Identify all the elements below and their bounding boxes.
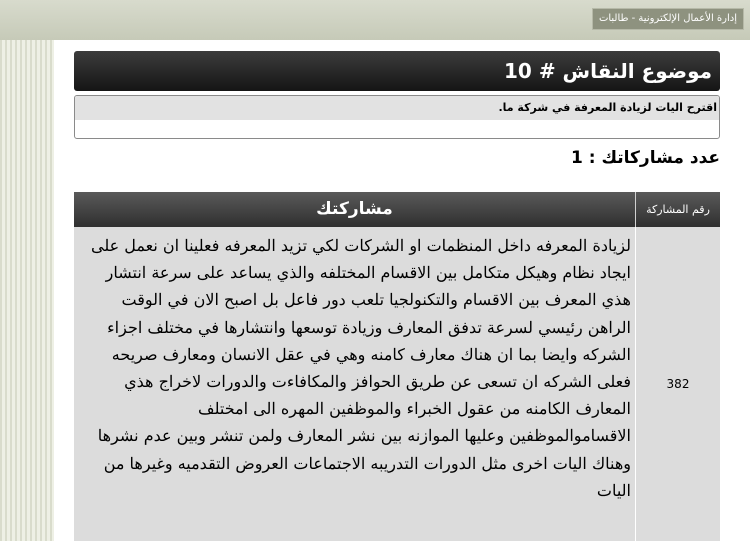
left-stripe-decoration (0, 40, 54, 541)
topic-title: موضوع النقاش # 10 (504, 59, 712, 83)
post-text-cell: لزيادة المعرفه داخل المنظمات او الشركات لكي تزيد المعرفه فعلينا ان نعمل على ايجاد نظام وهيكل متكامل بين الاقسام المختلفه والذي يساعد على سرعة انتشار هذي المعرف بين الاقسام والتكنولجيا تلعب دور فاعل بل اصبح الان في الوقت الراهن رئيسي لسرعة تدفق المعارف وزيادة توسعها وانتشارها في مختلف اجزاء الشركه وايضا بما ان هناك معارف كامنه وهي في عقل الانسان ومعارف صريحه فعلى الشركه ان تسعى عن طريق الحوافز والمكافاءت والدورات لاخراج هذي المعارف الكامنه من عقول الخبراء والموظفين المهره الى امختلف الاقساموالموظفين وعليها الموازنه بين نشر المعارف ولمن تنشر وبين عدم نشرها وهناك اليات اخرى مثل الدورات التدريبه الاجتماعات العروض التقدميه وغيرها من اليات (91, 236, 631, 500)
topic-header (74, 51, 720, 91)
course-title[interactable]: إدارة الأعمال الإلكترونية - طالبات (592, 8, 744, 30)
table-row (74, 227, 720, 541)
post-number-cell: 382 (635, 227, 720, 541)
top-bar (0, 0, 750, 41)
column-header-post-number: رقم المشاركة (635, 192, 720, 227)
topic-text: اقترح اليات لزيادة المعرفة في شركة ما. (75, 96, 719, 120)
column-header-post: مشاركتك (316, 199, 393, 219)
topic-box (74, 95, 720, 139)
posts-table-header (74, 192, 720, 227)
main-content (54, 40, 750, 541)
participation-count: عدد مشاركاتك : 1 (570, 148, 720, 168)
